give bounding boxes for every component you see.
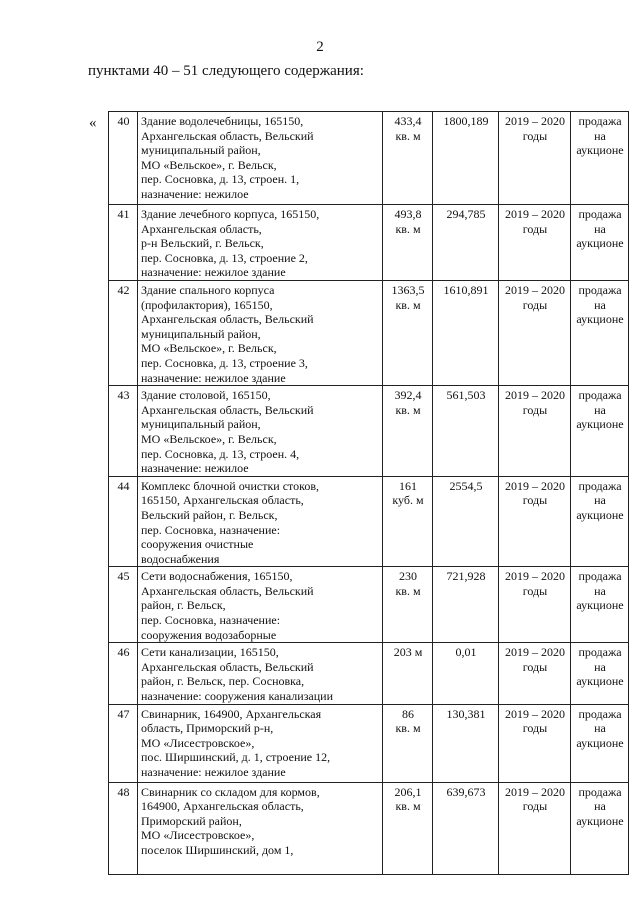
object-area: 1363,5 кв. м <box>383 281 433 386</box>
object-description: Сети канализации, 165150, Архангельская область, Вельский район, г. Вельск, пер. Сосновка, назначение: сооружения канализации <box>138 643 383 704</box>
privatization-method: продажа на аукционе <box>571 782 629 874</box>
object-description: Комплекс блочной очистки стоков, 165150, Архангельская область, Вельский район, г. Вельск, пер. Сосновка, назначение: сооружения очистные водоснабжения <box>138 476 383 567</box>
book-value: 2554,5 <box>433 476 499 567</box>
privatization-method: продажа на аукционе <box>571 476 629 567</box>
row-number: 41 <box>109 205 138 281</box>
privatization-period: 2019 – 2020 годы <box>499 476 571 567</box>
table-row <box>109 281 629 386</box>
privatization-method: продажа на аукционе <box>571 704 629 782</box>
object-description: Сети водоснабжения, 165150, Архангельская область, Вельский район, г. Вельск, пер. Сосновка, назначение: сооружения водозаборные <box>138 567 383 643</box>
row-number: 48 <box>109 782 138 874</box>
row-number: 43 <box>109 386 138 477</box>
property-table <box>108 111 629 875</box>
object-area: 230 кв. м <box>383 567 433 643</box>
book-value: 721,928 <box>433 567 499 643</box>
book-value: 639,673 <box>433 782 499 874</box>
privatization-period: 2019 – 2020 годы <box>499 281 571 386</box>
table-row <box>109 567 629 643</box>
privatization-period: 2019 – 2020 годы <box>499 704 571 782</box>
row-number: 42 <box>109 281 138 386</box>
table-row <box>109 476 629 567</box>
privatization-method: продажа на аукционе <box>571 112 629 205</box>
object-area: 203 м <box>383 643 433 704</box>
book-value: 0,01 <box>433 643 499 704</box>
object-area: 206,1 кв. м <box>383 782 433 874</box>
privatization-method: продажа на аукционе <box>571 205 629 281</box>
row-number: 47 <box>109 704 138 782</box>
privatization-method: продажа на аукционе <box>571 643 629 704</box>
row-number: 44 <box>109 476 138 567</box>
row-number: 46 <box>109 643 138 704</box>
object-area: 86 кв. м <box>383 704 433 782</box>
table-body <box>109 112 629 875</box>
table-row <box>109 782 629 874</box>
object-description: Здание столовой, 165150, Архангельская область, Вельский муниципальный район, МО «Вельское», г. Вельск, пер. Сосновка, д. 13, строен. 4, назначение: нежилое <box>138 386 383 477</box>
intro-text: пунктами 40 – 51 следующего содержания: <box>88 63 364 79</box>
book-value: 1610,891 <box>433 281 499 386</box>
book-value: 130,381 <box>433 704 499 782</box>
privatization-period: 2019 – 2020 годы <box>499 567 571 643</box>
privatization-period: 2019 – 2020 годы <box>499 386 571 477</box>
table-row <box>109 704 629 782</box>
table-row <box>109 112 629 205</box>
object-area: 433,4 кв. м <box>383 112 433 205</box>
row-number: 45 <box>109 567 138 643</box>
privatization-period: 2019 – 2020 годы <box>499 112 571 205</box>
privatization-period: 2019 – 2020 годы <box>499 205 571 281</box>
table-row <box>109 643 629 704</box>
privatization-method: продажа на аукционе <box>571 386 629 477</box>
object-description: Здание лечебного корпуса, 165150, Архангельская область, р-н Вельский, г. Вельск, пер. Сосновка, д. 13, строение 2, назначение: нежилое здание <box>138 205 383 281</box>
page-number: 2 <box>316 39 324 55</box>
privatization-period: 2019 – 2020 годы <box>499 782 571 874</box>
object-area: 493,8 кв. м <box>383 205 433 281</box>
privatization-method: продажа на аукционе <box>571 281 629 386</box>
object-description: Свинарник, 164900, Архангельская область, Приморский р-н, МО «Лисестровское», пос. Ширшинский, д. 1, строение 12, назначение: нежилое здание <box>138 704 383 782</box>
privatization-method: продажа на аукционе <box>571 567 629 643</box>
table-row <box>109 205 629 281</box>
book-value: 561,503 <box>433 386 499 477</box>
row-number: 40 <box>109 112 138 205</box>
table-row <box>109 386 629 477</box>
book-value: 294,785 <box>433 205 499 281</box>
object-description: Здание спального корпуса (профилактория), 165150, Архангельская область, Вельский муниципальный район, МО «Вельское», г. Вельск, пер. Сосновка, д. 13, строение 3, назначение: нежилое здание <box>138 281 383 386</box>
object-description: Здание водолечебницы, 165150, Архангельская область, Вельский муниципальный район, МО «Вельское», г. Вельск, пер. Сосновка, д. 13, строен. 1, назначение: нежилое <box>138 112 383 205</box>
opening-quote: « <box>89 115 97 131</box>
object-description: Свинарник со складом для кормов, 164900, Архангельская область, Приморский район, МО «Лисестровское», поселок Ширшинский, дом 1, <box>138 782 383 874</box>
object-area: 392,4 кв. м <box>383 386 433 477</box>
book-value: 1800,189 <box>433 112 499 205</box>
privatization-period: 2019 – 2020 годы <box>499 643 571 704</box>
object-area: 161 куб. м <box>383 476 433 567</box>
